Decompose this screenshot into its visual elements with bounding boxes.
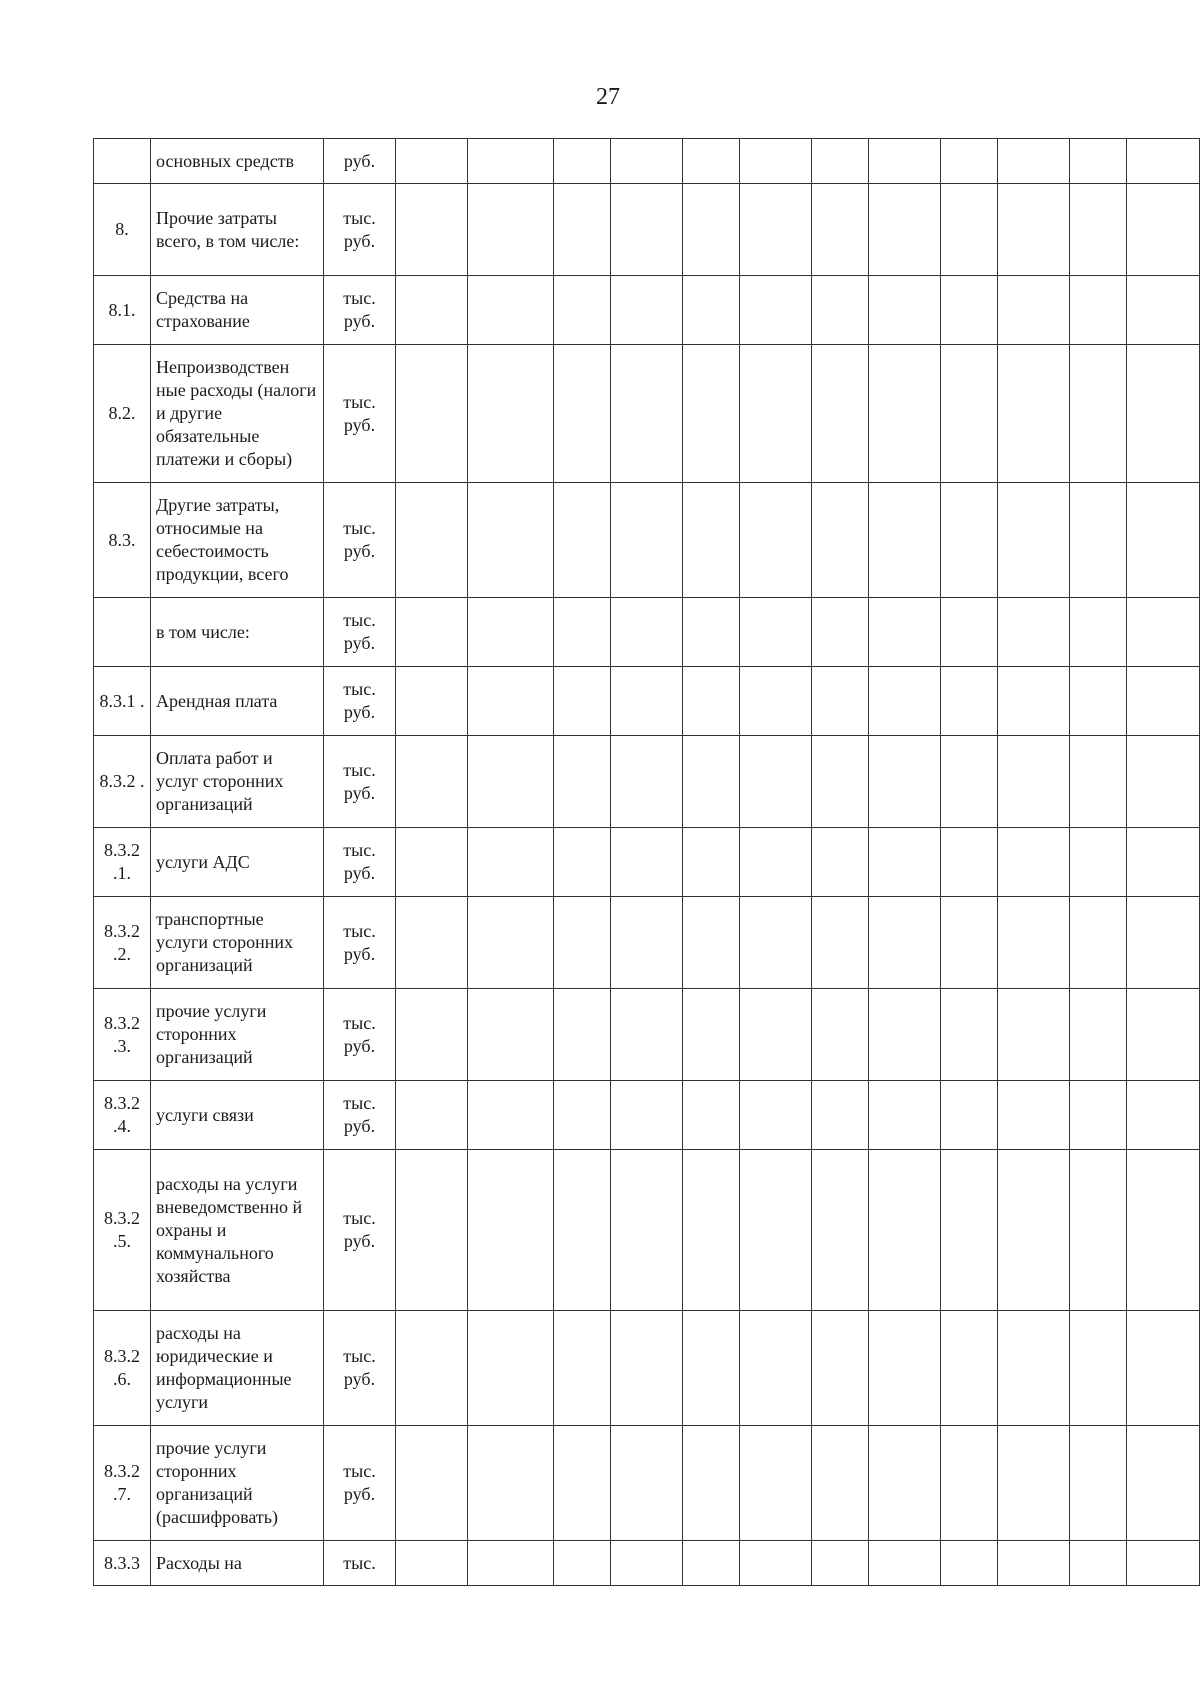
value-cell xyxy=(683,1150,740,1311)
value-cell xyxy=(611,1426,683,1541)
value-cell xyxy=(1127,483,1200,598)
value-cell xyxy=(869,184,941,276)
value-cell xyxy=(812,598,869,667)
value-cell xyxy=(869,1150,941,1311)
row-unit: тыс. руб. xyxy=(324,345,396,483)
value-cell xyxy=(998,736,1070,828)
value-cell xyxy=(468,139,554,184)
value-cell xyxy=(554,1311,611,1426)
row-name: расходы на услуги вневедомственно й охраны и коммунального хозяйства xyxy=(151,1150,324,1311)
value-cell xyxy=(468,1541,554,1586)
value-cell xyxy=(1127,1081,1200,1150)
value-cell xyxy=(1070,1311,1127,1426)
value-cell xyxy=(554,598,611,667)
value-cell xyxy=(468,276,554,345)
value-cell xyxy=(998,1426,1070,1541)
value-cell xyxy=(998,483,1070,598)
value-cell xyxy=(1127,1426,1200,1541)
value-cell xyxy=(683,483,740,598)
value-cell xyxy=(812,897,869,989)
value-cell xyxy=(396,598,468,667)
value-cell xyxy=(396,345,468,483)
row-unit: тыс. руб. xyxy=(324,1426,396,1541)
row-name: услуги АДС xyxy=(151,828,324,897)
table-row xyxy=(94,1311,1200,1426)
value-cell xyxy=(611,598,683,667)
row-number: 8. xyxy=(94,184,151,276)
table-row xyxy=(94,828,1200,897)
value-cell xyxy=(998,345,1070,483)
value-cell xyxy=(1127,598,1200,667)
value-cell xyxy=(1070,184,1127,276)
table-row xyxy=(94,139,1200,184)
value-cell xyxy=(1070,667,1127,736)
table-row xyxy=(94,736,1200,828)
value-cell xyxy=(812,1426,869,1541)
value-cell xyxy=(998,897,1070,989)
row-number xyxy=(94,598,151,667)
row-number: 8.3.2 . xyxy=(94,736,151,828)
value-cell xyxy=(998,1081,1070,1150)
value-cell xyxy=(869,1081,941,1150)
value-cell xyxy=(1127,736,1200,828)
value-cell xyxy=(396,1311,468,1426)
row-unit: тыс. руб. xyxy=(324,897,396,989)
row-number: 8.3.2 .6. xyxy=(94,1311,151,1426)
value-cell xyxy=(869,1311,941,1426)
row-number: 8.3.2 .3. xyxy=(94,989,151,1081)
value-cell xyxy=(869,667,941,736)
row-number: 8.2. xyxy=(94,345,151,483)
value-cell xyxy=(812,1150,869,1311)
table-row xyxy=(94,345,1200,483)
row-name: расходы на юридические и информационные услуги xyxy=(151,1311,324,1426)
value-cell xyxy=(396,483,468,598)
value-cell xyxy=(740,1541,812,1586)
value-cell xyxy=(869,1541,941,1586)
value-cell xyxy=(683,1081,740,1150)
row-name: в том числе: xyxy=(151,598,324,667)
value-cell xyxy=(1127,139,1200,184)
value-cell xyxy=(941,1081,998,1150)
value-cell xyxy=(611,1541,683,1586)
value-cell xyxy=(998,1150,1070,1311)
row-number: 8.3. xyxy=(94,483,151,598)
row-unit: тыс. руб. xyxy=(324,1081,396,1150)
value-cell xyxy=(396,1426,468,1541)
value-cell xyxy=(468,598,554,667)
value-cell xyxy=(941,989,998,1081)
value-cell xyxy=(683,897,740,989)
value-cell xyxy=(468,345,554,483)
value-cell xyxy=(740,1426,812,1541)
value-cell xyxy=(869,828,941,897)
row-number: 8.3.2 .2. xyxy=(94,897,151,989)
row-number: 8.3.1 . xyxy=(94,667,151,736)
value-cell xyxy=(812,1311,869,1426)
value-cell xyxy=(683,667,740,736)
value-cell xyxy=(941,736,998,828)
value-cell xyxy=(941,184,998,276)
value-cell xyxy=(941,276,998,345)
row-name: Оплата работ и услуг сторонних организаций xyxy=(151,736,324,828)
value-cell xyxy=(554,736,611,828)
value-cell xyxy=(554,1081,611,1150)
value-cell xyxy=(740,345,812,483)
row-name: прочие услуги сторонних организаций (расшифровать) xyxy=(151,1426,324,1541)
value-cell xyxy=(396,736,468,828)
value-cell xyxy=(1127,1311,1200,1426)
row-name: Прочие затраты всего, в том числе: xyxy=(151,184,324,276)
value-cell xyxy=(812,989,869,1081)
value-cell xyxy=(611,736,683,828)
value-cell xyxy=(1070,1426,1127,1541)
value-cell xyxy=(740,667,812,736)
value-cell xyxy=(554,139,611,184)
value-cell xyxy=(740,828,812,897)
value-cell xyxy=(1127,989,1200,1081)
row-number: 8.1. xyxy=(94,276,151,345)
value-cell xyxy=(554,483,611,598)
row-number: 8.3.3 xyxy=(94,1541,151,1586)
row-unit: тыс. руб. xyxy=(324,276,396,345)
value-cell xyxy=(812,139,869,184)
row-name: транспортные услуги сторонних организаций xyxy=(151,897,324,989)
value-cell xyxy=(941,483,998,598)
value-cell xyxy=(468,1311,554,1426)
value-cell xyxy=(869,736,941,828)
row-name: услуги связи xyxy=(151,1081,324,1150)
value-cell xyxy=(396,184,468,276)
value-cell xyxy=(998,598,1070,667)
row-number xyxy=(94,139,151,184)
value-cell xyxy=(1070,828,1127,897)
value-cell xyxy=(740,1081,812,1150)
row-unit: тыс. руб. xyxy=(324,598,396,667)
value-cell xyxy=(941,1150,998,1311)
row-unit: тыс. руб. xyxy=(324,184,396,276)
table-row xyxy=(94,276,1200,345)
value-cell xyxy=(740,139,812,184)
value-cell xyxy=(683,139,740,184)
value-cell xyxy=(941,1311,998,1426)
row-name: Непроизводствен ные расходы (налоги и другие обязательные платежи и сборы) xyxy=(151,345,324,483)
value-cell xyxy=(611,1081,683,1150)
value-cell xyxy=(740,1150,812,1311)
value-cell xyxy=(468,667,554,736)
value-cell xyxy=(998,828,1070,897)
table-row xyxy=(94,667,1200,736)
value-cell xyxy=(468,736,554,828)
value-cell xyxy=(554,1541,611,1586)
value-cell xyxy=(1127,897,1200,989)
value-cell xyxy=(611,667,683,736)
value-cell xyxy=(396,989,468,1081)
value-cell xyxy=(683,345,740,483)
value-cell xyxy=(941,598,998,667)
value-cell xyxy=(468,483,554,598)
value-cell xyxy=(869,483,941,598)
value-cell xyxy=(1070,1081,1127,1150)
row-unit: тыс. руб. xyxy=(324,1311,396,1426)
value-cell xyxy=(396,828,468,897)
value-cell xyxy=(869,897,941,989)
value-cell xyxy=(611,1311,683,1426)
row-unit: тыс. руб. xyxy=(324,483,396,598)
value-cell xyxy=(998,276,1070,345)
value-cell xyxy=(941,897,998,989)
table-body xyxy=(94,139,1200,1586)
value-cell xyxy=(396,897,468,989)
value-cell xyxy=(1070,345,1127,483)
value-cell xyxy=(941,345,998,483)
value-cell xyxy=(812,276,869,345)
value-cell xyxy=(941,1541,998,1586)
value-cell xyxy=(941,1426,998,1541)
value-cell xyxy=(554,1426,611,1541)
table-row xyxy=(94,989,1200,1081)
value-cell xyxy=(554,828,611,897)
value-cell xyxy=(869,989,941,1081)
value-cell xyxy=(998,184,1070,276)
value-cell xyxy=(1070,276,1127,345)
value-cell xyxy=(554,184,611,276)
value-cell xyxy=(869,139,941,184)
value-cell xyxy=(812,667,869,736)
row-unit: тыс. xyxy=(324,1541,396,1586)
value-cell xyxy=(941,667,998,736)
value-cell xyxy=(812,736,869,828)
value-cell xyxy=(869,598,941,667)
value-cell xyxy=(396,667,468,736)
value-cell xyxy=(611,1150,683,1311)
value-cell xyxy=(611,897,683,989)
row-unit: тыс. руб. xyxy=(324,1150,396,1311)
value-cell xyxy=(1070,989,1127,1081)
page-number: 27 xyxy=(596,84,620,110)
row-unit: тыс. руб. xyxy=(324,828,396,897)
value-cell xyxy=(998,1311,1070,1426)
value-cell xyxy=(740,989,812,1081)
value-cell xyxy=(683,276,740,345)
value-cell xyxy=(554,276,611,345)
value-cell xyxy=(468,897,554,989)
value-cell xyxy=(1070,1150,1127,1311)
value-cell xyxy=(468,828,554,897)
value-cell xyxy=(812,483,869,598)
row-unit: тыс. руб. xyxy=(324,989,396,1081)
row-name: Расходы на xyxy=(151,1541,324,1586)
value-cell xyxy=(554,989,611,1081)
value-cell xyxy=(740,483,812,598)
value-cell xyxy=(611,139,683,184)
value-cell xyxy=(1070,598,1127,667)
table-row xyxy=(94,598,1200,667)
value-cell xyxy=(1070,1541,1127,1586)
value-cell xyxy=(468,1426,554,1541)
value-cell xyxy=(611,483,683,598)
value-cell xyxy=(941,139,998,184)
value-cell xyxy=(396,1150,468,1311)
row-number: 8.3.2 .7. xyxy=(94,1426,151,1541)
value-cell xyxy=(740,736,812,828)
row-unit: тыс. руб. xyxy=(324,736,396,828)
value-cell xyxy=(869,1426,941,1541)
value-cell xyxy=(1070,483,1127,598)
value-cell xyxy=(812,184,869,276)
value-cell xyxy=(869,345,941,483)
cost-table xyxy=(93,138,1200,1586)
value-cell xyxy=(468,1081,554,1150)
table-row xyxy=(94,1081,1200,1150)
value-cell xyxy=(396,1541,468,1586)
value-cell xyxy=(998,139,1070,184)
value-cell xyxy=(998,989,1070,1081)
value-cell xyxy=(1127,184,1200,276)
value-cell xyxy=(468,1150,554,1311)
value-cell xyxy=(941,828,998,897)
row-name: основных средств xyxy=(151,139,324,184)
value-cell xyxy=(611,184,683,276)
value-cell xyxy=(683,184,740,276)
table-row xyxy=(94,184,1200,276)
value-cell xyxy=(468,989,554,1081)
row-number: 8.3.2 .5. xyxy=(94,1150,151,1311)
value-cell xyxy=(683,736,740,828)
value-cell xyxy=(812,1081,869,1150)
value-cell xyxy=(683,828,740,897)
value-cell xyxy=(1127,828,1200,897)
value-cell xyxy=(1127,1541,1200,1586)
value-cell xyxy=(396,1081,468,1150)
value-cell xyxy=(740,184,812,276)
value-cell xyxy=(554,345,611,483)
value-cell xyxy=(396,276,468,345)
row-number: 8.3.2 .1. xyxy=(94,828,151,897)
value-cell xyxy=(998,667,1070,736)
table-row xyxy=(94,897,1200,989)
row-name: Арендная плата xyxy=(151,667,324,736)
value-cell xyxy=(1070,897,1127,989)
row-number: 8.3.2 .4. xyxy=(94,1081,151,1150)
value-cell xyxy=(683,989,740,1081)
value-cell xyxy=(1070,736,1127,828)
value-cell xyxy=(611,276,683,345)
value-cell xyxy=(683,1311,740,1426)
table-row xyxy=(94,1426,1200,1541)
value-cell xyxy=(554,1150,611,1311)
row-name: Другие затраты, относимые на себестоимость продукции, всего xyxy=(151,483,324,598)
value-cell xyxy=(1127,276,1200,345)
value-cell xyxy=(869,276,941,345)
table-row xyxy=(94,1541,1200,1586)
value-cell xyxy=(611,828,683,897)
value-cell xyxy=(812,1541,869,1586)
value-cell xyxy=(468,184,554,276)
table-row xyxy=(94,1150,1200,1311)
value-cell xyxy=(1070,139,1127,184)
value-cell xyxy=(554,667,611,736)
value-cell xyxy=(740,1311,812,1426)
value-cell xyxy=(611,989,683,1081)
table-row xyxy=(94,483,1200,598)
value-cell xyxy=(740,598,812,667)
value-cell xyxy=(1127,345,1200,483)
value-cell xyxy=(740,897,812,989)
value-cell xyxy=(1127,1150,1200,1311)
row-name: прочие услуги сторонних организаций xyxy=(151,989,324,1081)
row-unit: руб. xyxy=(324,139,396,184)
value-cell xyxy=(396,139,468,184)
value-cell xyxy=(611,345,683,483)
value-cell xyxy=(1127,667,1200,736)
value-cell xyxy=(740,276,812,345)
value-cell xyxy=(683,1426,740,1541)
row-unit: тыс. руб. xyxy=(324,667,396,736)
value-cell xyxy=(812,828,869,897)
row-name: Средства на страхование xyxy=(151,276,324,345)
value-cell xyxy=(683,1541,740,1586)
value-cell xyxy=(554,897,611,989)
value-cell xyxy=(683,598,740,667)
value-cell xyxy=(998,1541,1070,1586)
value-cell xyxy=(812,345,869,483)
